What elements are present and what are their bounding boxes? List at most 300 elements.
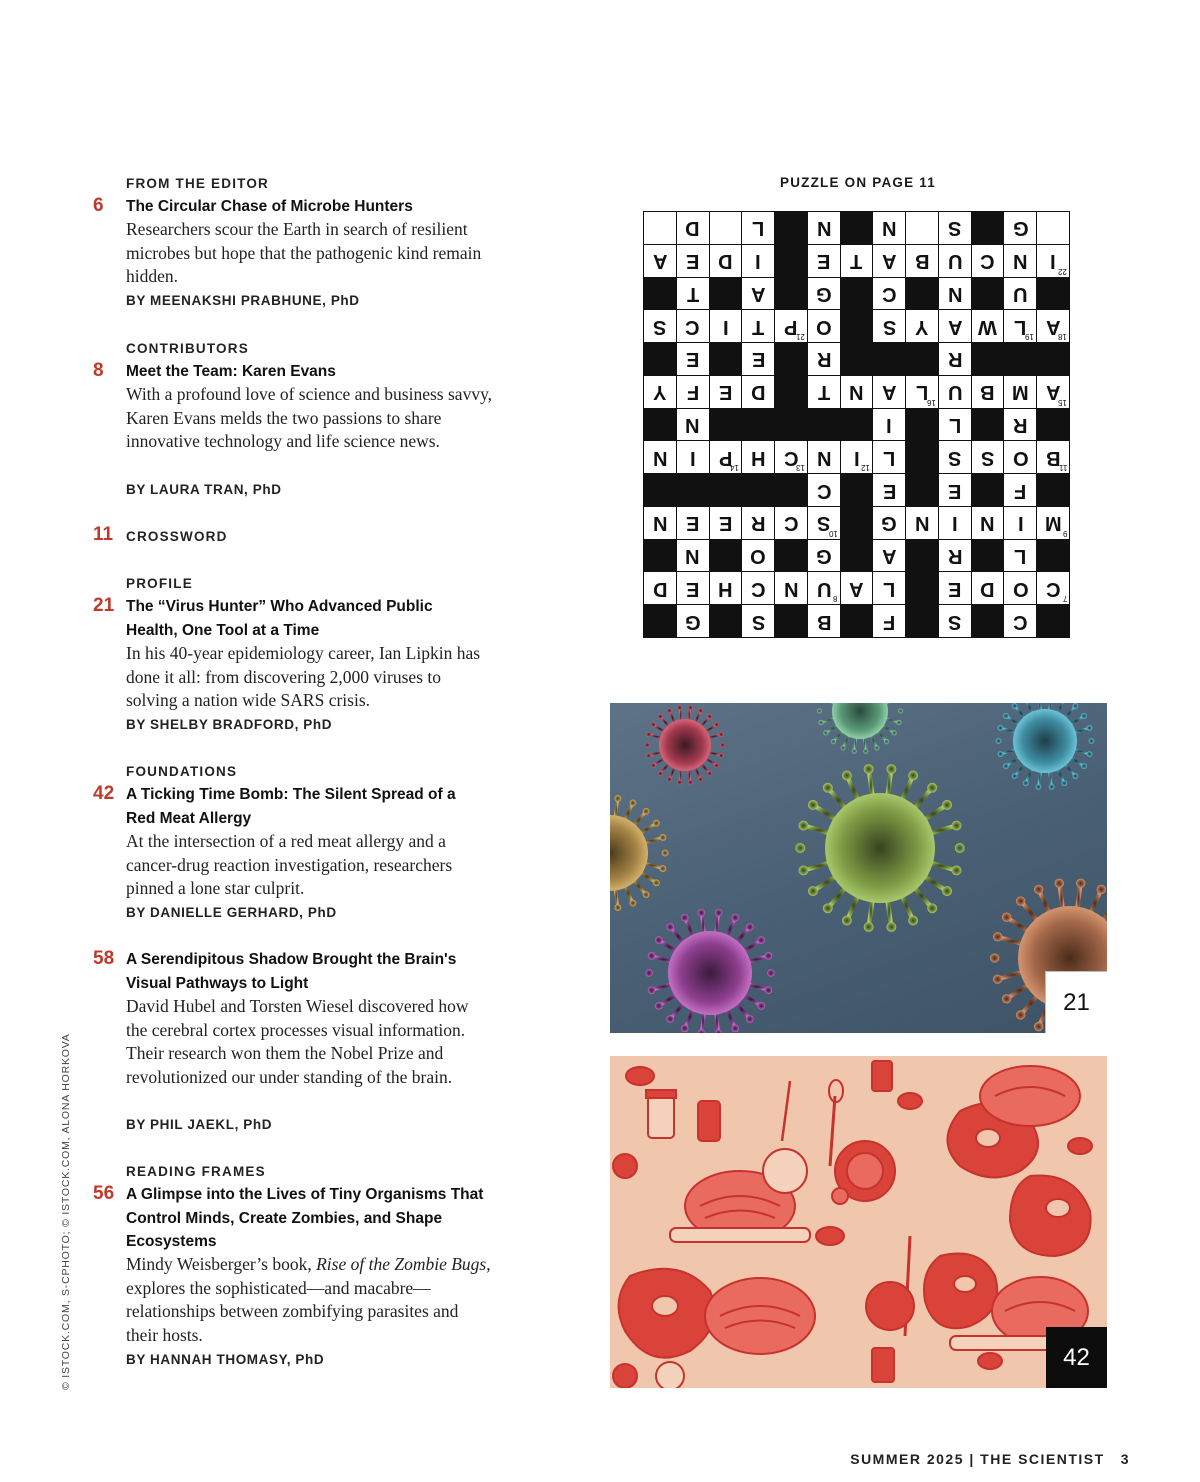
crossword-letter: O <box>1012 446 1029 469</box>
crossword-cell[interactable] <box>939 540 971 572</box>
photo-credit: © ISTOCK.COM, S-CPHOTO; © ISTOCK.COM, ALONA HORKOVA <box>60 1033 72 1390</box>
crossword-cell[interactable] <box>972 441 1004 473</box>
crossword-cell[interactable] <box>644 507 676 539</box>
crossword-cell[interactable] <box>808 212 840 244</box>
toc-byline: BY LAURA TRAN, PhD <box>126 482 282 497</box>
toc-byline: BY MEENAKSHI PRABHUNE, PhD <box>126 293 360 308</box>
crossword-cell <box>1037 409 1069 441</box>
crossword-cell[interactable] <box>644 376 676 408</box>
crossword-cell <box>1004 343 1036 375</box>
crossword-cell <box>644 605 676 637</box>
crossword-cell <box>841 409 873 441</box>
crossword-letter: M <box>1044 512 1062 535</box>
crossword-cell[interactable] <box>1004 376 1036 408</box>
crossword-letter: U <box>1013 282 1028 305</box>
crossword-cell <box>1037 540 1069 572</box>
crossword-cell <box>710 409 742 441</box>
crossword-letter: Y <box>653 381 667 404</box>
crossword-letter: U <box>816 577 831 600</box>
crossword-cell[interactable] <box>939 572 971 604</box>
crossword-cell <box>906 343 938 375</box>
jar-icon <box>698 1101 720 1141</box>
crossword-letter: D <box>980 577 995 600</box>
crossword-cell <box>710 605 742 637</box>
toc-page-number[interactable]: 6 <box>93 195 104 216</box>
crossword-cell[interactable] <box>1037 441 1069 473</box>
page-badge-42: 42 <box>1046 1327 1107 1388</box>
crossword-cell[interactable] <box>1037 572 1069 604</box>
crossword-cell[interactable] <box>808 572 840 604</box>
crossword-cell[interactable] <box>939 212 971 244</box>
crossword-letter: A <box>882 250 897 273</box>
crossword-cell[interactable] <box>972 507 1004 539</box>
crossword-letter: S <box>882 315 896 338</box>
crossword-cell[interactable] <box>1004 605 1036 637</box>
crossword-cell[interactable] <box>1004 572 1036 604</box>
crossword-cell[interactable] <box>873 572 905 604</box>
toc-byline: BY PHIL JAEKL, PhD <box>126 1117 273 1132</box>
crossword-cell[interactable] <box>742 572 774 604</box>
crossword-cell <box>710 474 742 506</box>
crossword-cell[interactable] <box>1004 540 1036 572</box>
toc-department: READING FRAMES <box>126 1164 266 1179</box>
crossword-letter: H <box>718 577 733 600</box>
crossword-cell[interactable] <box>742 343 774 375</box>
crossword-cell[interactable] <box>1004 245 1036 277</box>
crossword-letter: N <box>849 381 864 404</box>
crossword-letter: G <box>881 512 898 535</box>
crossword-cell[interactable] <box>808 507 840 539</box>
crossword-letter: H <box>750 446 766 469</box>
crossword-cell <box>972 474 1004 506</box>
crossword-letter: L <box>1014 315 1027 338</box>
crossword-cell[interactable] <box>873 474 905 506</box>
crossword-cell[interactable] <box>775 572 807 604</box>
crossword-cell[interactable] <box>742 540 774 572</box>
crossword-clue-number: 13 <box>795 463 805 473</box>
crossword-letter: T <box>686 282 699 305</box>
virus-illustration[interactable] <box>610 703 1107 1033</box>
crossword-letter: E <box>685 512 700 535</box>
crossword-letter: B <box>816 610 831 633</box>
crossword-cell[interactable] <box>873 245 905 277</box>
crossword-cell <box>775 212 807 244</box>
crossword-cell[interactable] <box>808 540 840 572</box>
crossword-letter: I <box>1017 512 1024 535</box>
toc-page-number[interactable]: 56 <box>93 1183 115 1204</box>
crossword-cell[interactable] <box>677 212 709 244</box>
crossword-cell[interactable] <box>972 245 1004 277</box>
crossword-letter: F <box>883 610 896 633</box>
crossword-cell <box>841 343 873 375</box>
steak-icon <box>924 1254 997 1329</box>
crossword-cell[interactable] <box>808 605 840 637</box>
crossword-cell <box>644 409 676 441</box>
toc-page-number[interactable]: 42 <box>93 783 115 804</box>
crossword-cell[interactable] <box>775 441 807 473</box>
crossword-cell[interactable] <box>677 376 709 408</box>
crossword-cell[interactable] <box>808 441 840 473</box>
crossword-cell[interactable] <box>1004 310 1036 342</box>
crossword-clue-number: 7 <box>1062 594 1067 604</box>
crossword-letter: N <box>947 282 963 305</box>
crossword-cell <box>775 245 807 277</box>
crossword-cell[interactable] <box>677 278 709 310</box>
toc-article-title[interactable]: A Ticking Time Bomb: The Silent Spread of a Red Meat Allergy <box>126 786 456 827</box>
crossword-letter: S <box>751 610 765 633</box>
crossword-letter: S <box>817 512 831 535</box>
crossword-letter: N <box>816 446 831 469</box>
crossword-cell[interactable] <box>1004 441 1036 473</box>
crossword-letter: O <box>815 315 832 338</box>
crossword-letter: N <box>783 577 799 600</box>
crossword-cell[interactable] <box>1004 409 1036 441</box>
crossword-letter: R <box>816 348 831 371</box>
crossword-cell <box>873 343 905 375</box>
crossword-clue-number: 19 <box>1025 332 1035 342</box>
crossword-cell[interactable] <box>710 507 742 539</box>
crossword-cell <box>710 343 742 375</box>
crossword-letter: O <box>1012 577 1029 600</box>
toc-article-title[interactable]: The Circular Chase of Microbe Hunters <box>126 198 413 215</box>
crossword-cell <box>972 343 1004 375</box>
jar-icon <box>872 1061 892 1091</box>
crossword-cell[interactable] <box>873 507 905 539</box>
crossword-cell <box>742 474 774 506</box>
crossword-grid[interactable] <box>643 211 1070 638</box>
crossword-letter: E <box>817 250 831 273</box>
crossword-cell[interactable] <box>644 310 676 342</box>
crossword-clue-number: 10 <box>828 528 838 538</box>
crossword-cell <box>1037 605 1069 637</box>
crossword-clue-number: 8 <box>833 594 838 604</box>
crossword-cell[interactable] <box>644 441 676 473</box>
crossword-letter: G <box>815 545 832 568</box>
crossword-cell[interactable] <box>710 441 742 473</box>
page-badge-21: 21 <box>1045 971 1107 1033</box>
crossword-letter: L <box>948 413 961 436</box>
crossword-cell[interactable] <box>873 376 905 408</box>
toc-page-number[interactable]: 8 <box>93 360 104 381</box>
crossword-cell[interactable] <box>939 278 971 310</box>
crossword-cell[interactable] <box>906 245 938 277</box>
crossword-letter: A <box>750 282 766 305</box>
crossword-letter: N <box>914 512 930 535</box>
crossword-cell <box>972 409 1004 441</box>
crossword-letter: B <box>914 250 930 273</box>
crossword-letter: D <box>652 577 668 600</box>
crossword-clue-number: 18 <box>1058 332 1067 342</box>
crossword-letter: E <box>948 479 962 502</box>
crossword-cell[interactable] <box>677 441 709 473</box>
jar-icon <box>646 1090 676 1138</box>
crossword-cell[interactable] <box>1004 474 1036 506</box>
crossword-cell <box>1037 343 1069 375</box>
crossword-clue-number: 15 <box>1058 397 1067 407</box>
toc-article-title[interactable]: A Glimpse into the Lives of Tiny Organisms That Control Minds, Create Zombies, and Shape Ecosystems <box>126 1186 484 1250</box>
crossword-letter: U <box>947 250 963 273</box>
crossword-cell[interactable] <box>677 310 709 342</box>
crossword-cell <box>644 343 676 375</box>
crossword-cell <box>775 343 807 375</box>
crossword-cell <box>775 376 807 408</box>
crossword-cell[interactable] <box>841 376 873 408</box>
puzzle-label: PUZZLE ON PAGE 11 <box>780 175 936 190</box>
crossword-letter: N <box>882 217 897 240</box>
crossword-letter: S <box>948 446 962 469</box>
crossword-letter: S <box>653 315 667 338</box>
crossword-letter: N <box>652 446 668 469</box>
crossword-letter: I <box>853 446 860 469</box>
virus-icon <box>645 705 725 784</box>
crossword-letter: G <box>815 282 832 305</box>
crossword-cell <box>775 409 807 441</box>
crossword-cell[interactable] <box>808 343 840 375</box>
crossword-cell[interactable] <box>644 572 676 604</box>
crossword-cell[interactable] <box>644 245 676 277</box>
crossword-letter: C <box>783 512 799 535</box>
toc-article-title[interactable]: A Serendipitous Shadow Brought the Brain's Visual Pathways to Light <box>126 951 457 992</box>
crossword-letter: I <box>755 250 761 273</box>
crossword-cell[interactable] <box>939 376 971 408</box>
crossword-cell[interactable] <box>906 310 938 342</box>
toc-description: In his 40-year epidemiology career, Ian Lipkin has done it all: from discovering 2,000 viruses to solving a nation wide SARS crisis. <box>126 643 481 710</box>
crossword-cell[interactable] <box>710 212 742 244</box>
crossword-cell[interactable] <box>677 409 709 441</box>
crossword-cell[interactable] <box>939 343 971 375</box>
crossword-letter: E <box>751 348 765 371</box>
crossword-cell[interactable] <box>808 245 840 277</box>
crossword-letter: N <box>652 512 668 535</box>
crossword-letter: D <box>685 217 700 240</box>
toc-page-number[interactable]: 21 <box>93 595 115 616</box>
crossword-letter: C <box>685 315 700 338</box>
crossword-letter: R <box>1013 413 1028 436</box>
toc-byline: BY HANNAH THOMASY, PhD <box>126 1352 325 1367</box>
crossword-letter: U <box>947 381 963 404</box>
crossword-letter: N <box>1013 250 1028 273</box>
crossword-letter: C <box>816 479 831 502</box>
crossword-cell[interactable] <box>939 310 971 342</box>
crossword-letter: N <box>685 545 700 568</box>
crossword-cell[interactable] <box>1037 245 1069 277</box>
crossword-cell <box>841 507 873 539</box>
crossword-letter: C <box>1013 610 1028 633</box>
crossword-letter: L <box>915 381 929 404</box>
toc-description: At the intersection of a red meat allergy and a cancer-drug reaction investigation, researchers pinned a lone star culprit. <box>126 831 453 898</box>
crossword-letter: G <box>1012 217 1029 240</box>
crossword-cell[interactable] <box>775 310 807 342</box>
crossword-cell[interactable] <box>808 310 840 342</box>
crossword-letter: Y <box>915 315 929 338</box>
crossword-cell[interactable] <box>939 605 971 637</box>
crossword-letter: N <box>816 217 831 240</box>
crossword-cell <box>841 540 873 572</box>
virus-icon <box>645 909 774 1033</box>
crossword-cell[interactable] <box>677 540 709 572</box>
crossword-cell[interactable] <box>1037 376 1069 408</box>
virus-icon <box>795 764 964 932</box>
crossword-cell[interactable] <box>873 212 905 244</box>
bowl-icon <box>1068 1138 1092 1154</box>
crossword-cell <box>775 474 807 506</box>
crossword-cell[interactable] <box>808 474 840 506</box>
crossword-cell <box>677 474 709 506</box>
crossword-letter: C <box>882 282 897 305</box>
crossword-cell[interactable] <box>873 441 905 473</box>
crossword-cell[interactable] <box>939 474 971 506</box>
crossword-cell[interactable] <box>873 605 905 637</box>
crossword-letter: B <box>980 381 995 404</box>
crossword-cell[interactable] <box>1004 278 1036 310</box>
crossword-cell[interactable] <box>677 572 709 604</box>
crossword-cell[interactable] <box>808 278 840 310</box>
crossword-letter: T <box>752 315 765 338</box>
crossword-letter: C <box>783 446 799 469</box>
toc-description: Mindy Weisberger’s book, Rise of the Zombie Bugs, explores the sophisticated—and macabre—relationships between zombifying parasites and their hosts. <box>126 1254 491 1345</box>
crossword-clue-number: 12 <box>861 463 871 473</box>
crossword-letter: R <box>947 545 963 568</box>
virus-icon <box>996 703 1095 790</box>
crossword-letter: I <box>689 446 696 469</box>
crossword-cell[interactable] <box>906 212 938 244</box>
crossword-cell <box>775 278 807 310</box>
crossword-cell[interactable] <box>677 245 709 277</box>
crossword-letter: F <box>1014 479 1027 502</box>
crossword-cell[interactable] <box>906 376 938 408</box>
crossword-cell[interactable] <box>710 376 742 408</box>
crossword-letter: W <box>978 315 998 338</box>
bowl-icon <box>626 1067 654 1085</box>
crossword-cell[interactable] <box>808 376 840 408</box>
crossword-clue-number: 14 <box>730 463 740 473</box>
crossword-cell[interactable] <box>710 572 742 604</box>
crossword-letter: R <box>947 348 963 371</box>
crossword-letter: M <box>1012 381 1029 404</box>
crossword-cell[interactable] <box>742 245 774 277</box>
crossword-cell[interactable] <box>972 376 1004 408</box>
toc-page-number[interactable]: 11 <box>93 524 114 545</box>
crossword-cell[interactable] <box>644 212 676 244</box>
crossword-cell[interactable] <box>939 409 971 441</box>
crossword-cell[interactable] <box>873 409 905 441</box>
toc-article-title[interactable]: Meet the Team: Karen Evans <box>126 363 336 380</box>
meat-pattern-illustration[interactable] <box>610 1056 1107 1388</box>
crossword-letter: I <box>952 512 958 535</box>
toc-department: CONTRIBUTORS <box>126 341 249 356</box>
crossword-cell[interactable] <box>841 572 873 604</box>
crossword-cell[interactable] <box>742 441 774 473</box>
crossword-letter: A <box>1045 315 1061 338</box>
bowl-icon <box>978 1353 1002 1369</box>
crossword-cell[interactable] <box>742 507 774 539</box>
crossword-letter: O <box>750 545 766 568</box>
crossword-cell[interactable] <box>841 441 873 473</box>
crossword-letter: E <box>685 577 700 600</box>
book-title: Rise of the Zombie Bugs <box>316 1254 487 1274</box>
crossword-cell[interactable] <box>873 540 905 572</box>
crossword-cell[interactable] <box>1037 310 1069 342</box>
crossword-letter: E <box>685 250 700 273</box>
crossword-cell[interactable] <box>710 310 742 342</box>
bowl-icon <box>898 1093 922 1109</box>
crossword-letter: E <box>882 479 896 502</box>
crossword-cell[interactable] <box>939 507 971 539</box>
crossword-letter: N <box>685 413 700 436</box>
crossword-cell[interactable] <box>742 310 774 342</box>
crossword-letter: E <box>948 577 962 600</box>
crossword-letter: A <box>652 250 668 273</box>
crossword-cell[interactable] <box>742 376 774 408</box>
crossword-cell[interactable] <box>677 343 709 375</box>
toc-byline: BY DANIELLE GERHARD, PhD <box>126 905 337 920</box>
crossword-cell <box>775 540 807 572</box>
crossword-cell[interactable] <box>939 245 971 277</box>
crossword-letter: I <box>886 413 893 436</box>
crossword-letter: A <box>947 315 963 338</box>
virus-icon <box>817 703 903 754</box>
crossword-cell <box>710 540 742 572</box>
virus-artwork <box>610 703 1107 1033</box>
crossword-letter: D <box>718 250 733 273</box>
crossword-cell[interactable] <box>775 507 807 539</box>
crossword-clue-number: 16 <box>927 397 936 407</box>
crossword-cell[interactable] <box>972 572 1004 604</box>
crossword-cell[interactable] <box>1037 212 1069 244</box>
toc-byline: BY SHELBY BRADFORD, PhD <box>126 717 333 732</box>
crossword-cell[interactable] <box>873 310 905 342</box>
crossword-cell[interactable] <box>677 605 709 637</box>
crossword-letter: E <box>685 348 700 371</box>
crossword-cell[interactable] <box>742 278 774 310</box>
crossword-letter: E <box>718 512 733 535</box>
bowl-icon <box>816 1227 844 1245</box>
crossword-letter: F <box>686 381 699 404</box>
crossword-cell[interactable] <box>1037 507 1069 539</box>
page-number: 3 <box>1120 1451 1130 1467</box>
crossword-cell[interactable] <box>742 605 774 637</box>
crossword-cell[interactable] <box>710 245 742 277</box>
toc-department: FOUNDATIONS <box>126 764 238 779</box>
crossword-cell <box>742 409 774 441</box>
crossword-clue-number: 22 <box>1058 266 1067 276</box>
crossword-cell[interactable] <box>873 278 905 310</box>
crossword-cell[interactable] <box>972 310 1004 342</box>
crossword-cell <box>841 474 873 506</box>
crossword-letter: C <box>750 577 766 600</box>
crossword-cell <box>972 278 1004 310</box>
crossword-clue-number: 21 <box>795 332 805 342</box>
crossword-cell[interactable] <box>742 212 774 244</box>
crossword-letter: A <box>849 577 864 600</box>
crossword-cell[interactable] <box>677 507 709 539</box>
toc-department[interactable]: CROSSWORD <box>126 529 228 544</box>
crossword-letter: L <box>752 217 765 240</box>
toc-page-number[interactable]: 58 <box>93 948 115 969</box>
crossword-letter: L <box>883 446 896 469</box>
roast-icon <box>980 1066 1080 1126</box>
crossword-cell[interactable] <box>906 507 938 539</box>
crossword-letter: C <box>1045 577 1061 600</box>
crossword-cell <box>644 540 676 572</box>
crossword-cell <box>906 540 938 572</box>
toc-article-title[interactable]: The “Virus Hunter” Who Advanced Public Health, One Tool at a Time <box>126 598 433 639</box>
crossword-cell[interactable] <box>939 441 971 473</box>
crossword-letter: A <box>1045 381 1061 404</box>
crossword-cell[interactable] <box>841 245 873 277</box>
crossword-cell[interactable] <box>1004 212 1036 244</box>
crossword-cell[interactable] <box>1004 507 1036 539</box>
